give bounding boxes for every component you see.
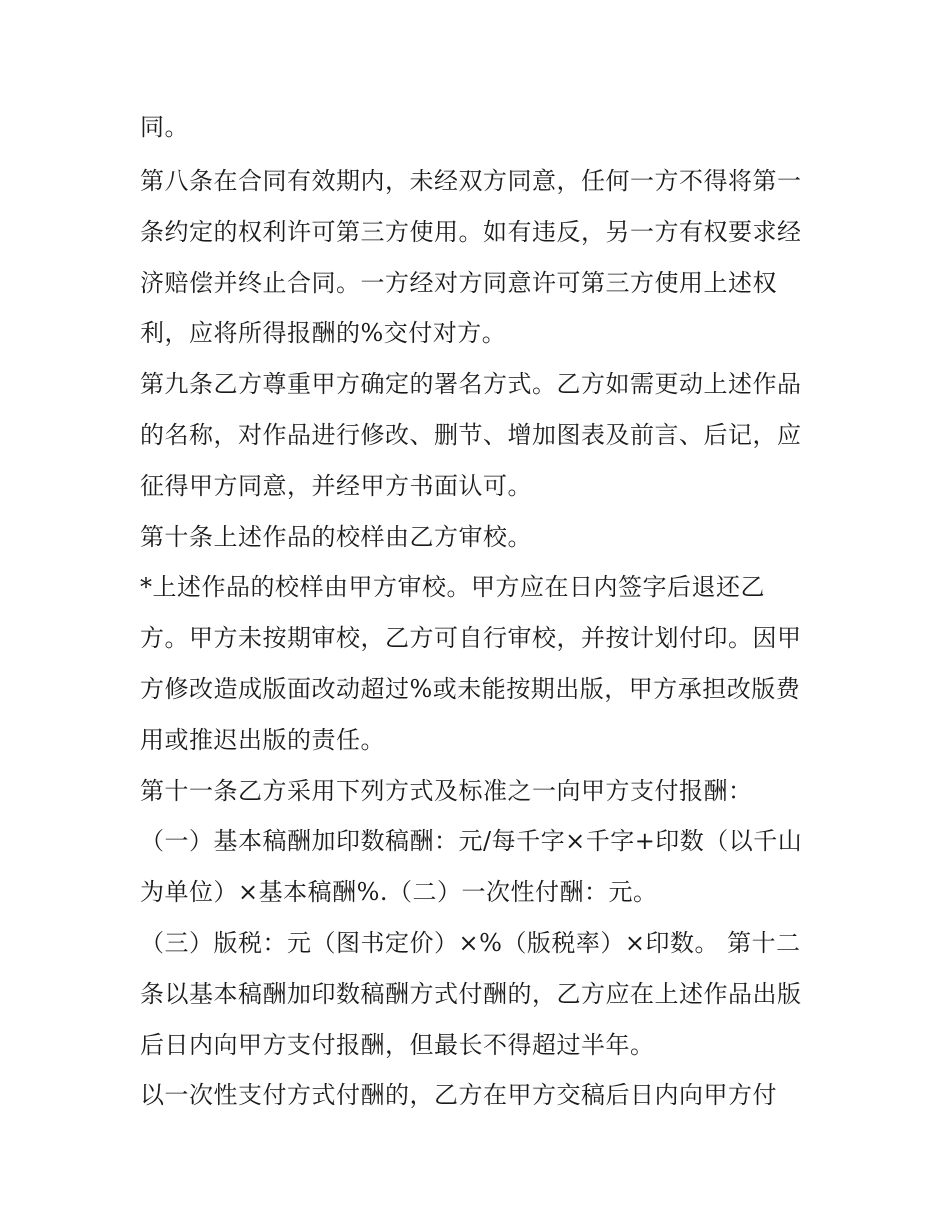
text-line: 条以基本稿酬加印数稿酬方式付酬的，乙方应在上述作品出版 (140, 980, 802, 1008)
text-line: *上述作品的校样由甲方审校。甲方应在日内签字后退还乙 (140, 573, 765, 601)
text-line: 征得甲方同意，并经甲方书面认可。 (140, 472, 532, 500)
text-line: （一）基本稿酬加印数稿酬：元/每千字×千字+印数（以千山 (140, 827, 803, 855)
text-line: 第八条在合同有效期内，未经双方同意，任何一方不得将第一 (140, 167, 802, 195)
text-line: 后日内向甲方支付报酬，但最长不得超过半年。 (140, 1031, 655, 1059)
text-line: （三）版税：元（图书定价）×%（版税率）×印数。 第十二 (140, 929, 801, 957)
text-line: 同。 (140, 113, 189, 141)
text-line: 利，应将所得报酬的%交付对方。 (140, 319, 507, 347)
text-line: 为单位）×基本稿酬%.（二）一次性付酬：元。 (140, 878, 658, 906)
text-line: 条约定的权利许可第三方使用。如有违反，另一方有权要求经 (140, 218, 802, 246)
text-line: 第十一条乙方采用下列方式及标准之一向甲方支付报酬： (140, 777, 753, 805)
text-line: 方修改造成版面改动超过%或未能按期出版，甲方承担改版费 (140, 675, 801, 703)
text-line: 的名称，对作品进行修改、删节、增加图表及前言、后记，应 (140, 421, 802, 449)
text-line: 济赔偿并终止合同。一方经对方同意许可第三方使用上述权 (140, 269, 777, 297)
text-line: 第九条乙方尊重甲方确定的署名方式。乙方如需更动上述作品 (140, 370, 802, 398)
text-line: 方。甲方未按期审校，乙方可自行审校，并按计划付印。因甲 (140, 624, 802, 652)
text-line: 第十条上述作品的校样由乙方审校。 (140, 523, 532, 551)
text-line: 以一次性支付方式付酬的，乙方在甲方交稿后日内向甲方付 (140, 1081, 777, 1109)
text-line: 用或推迟出版的责任。 (140, 726, 385, 754)
